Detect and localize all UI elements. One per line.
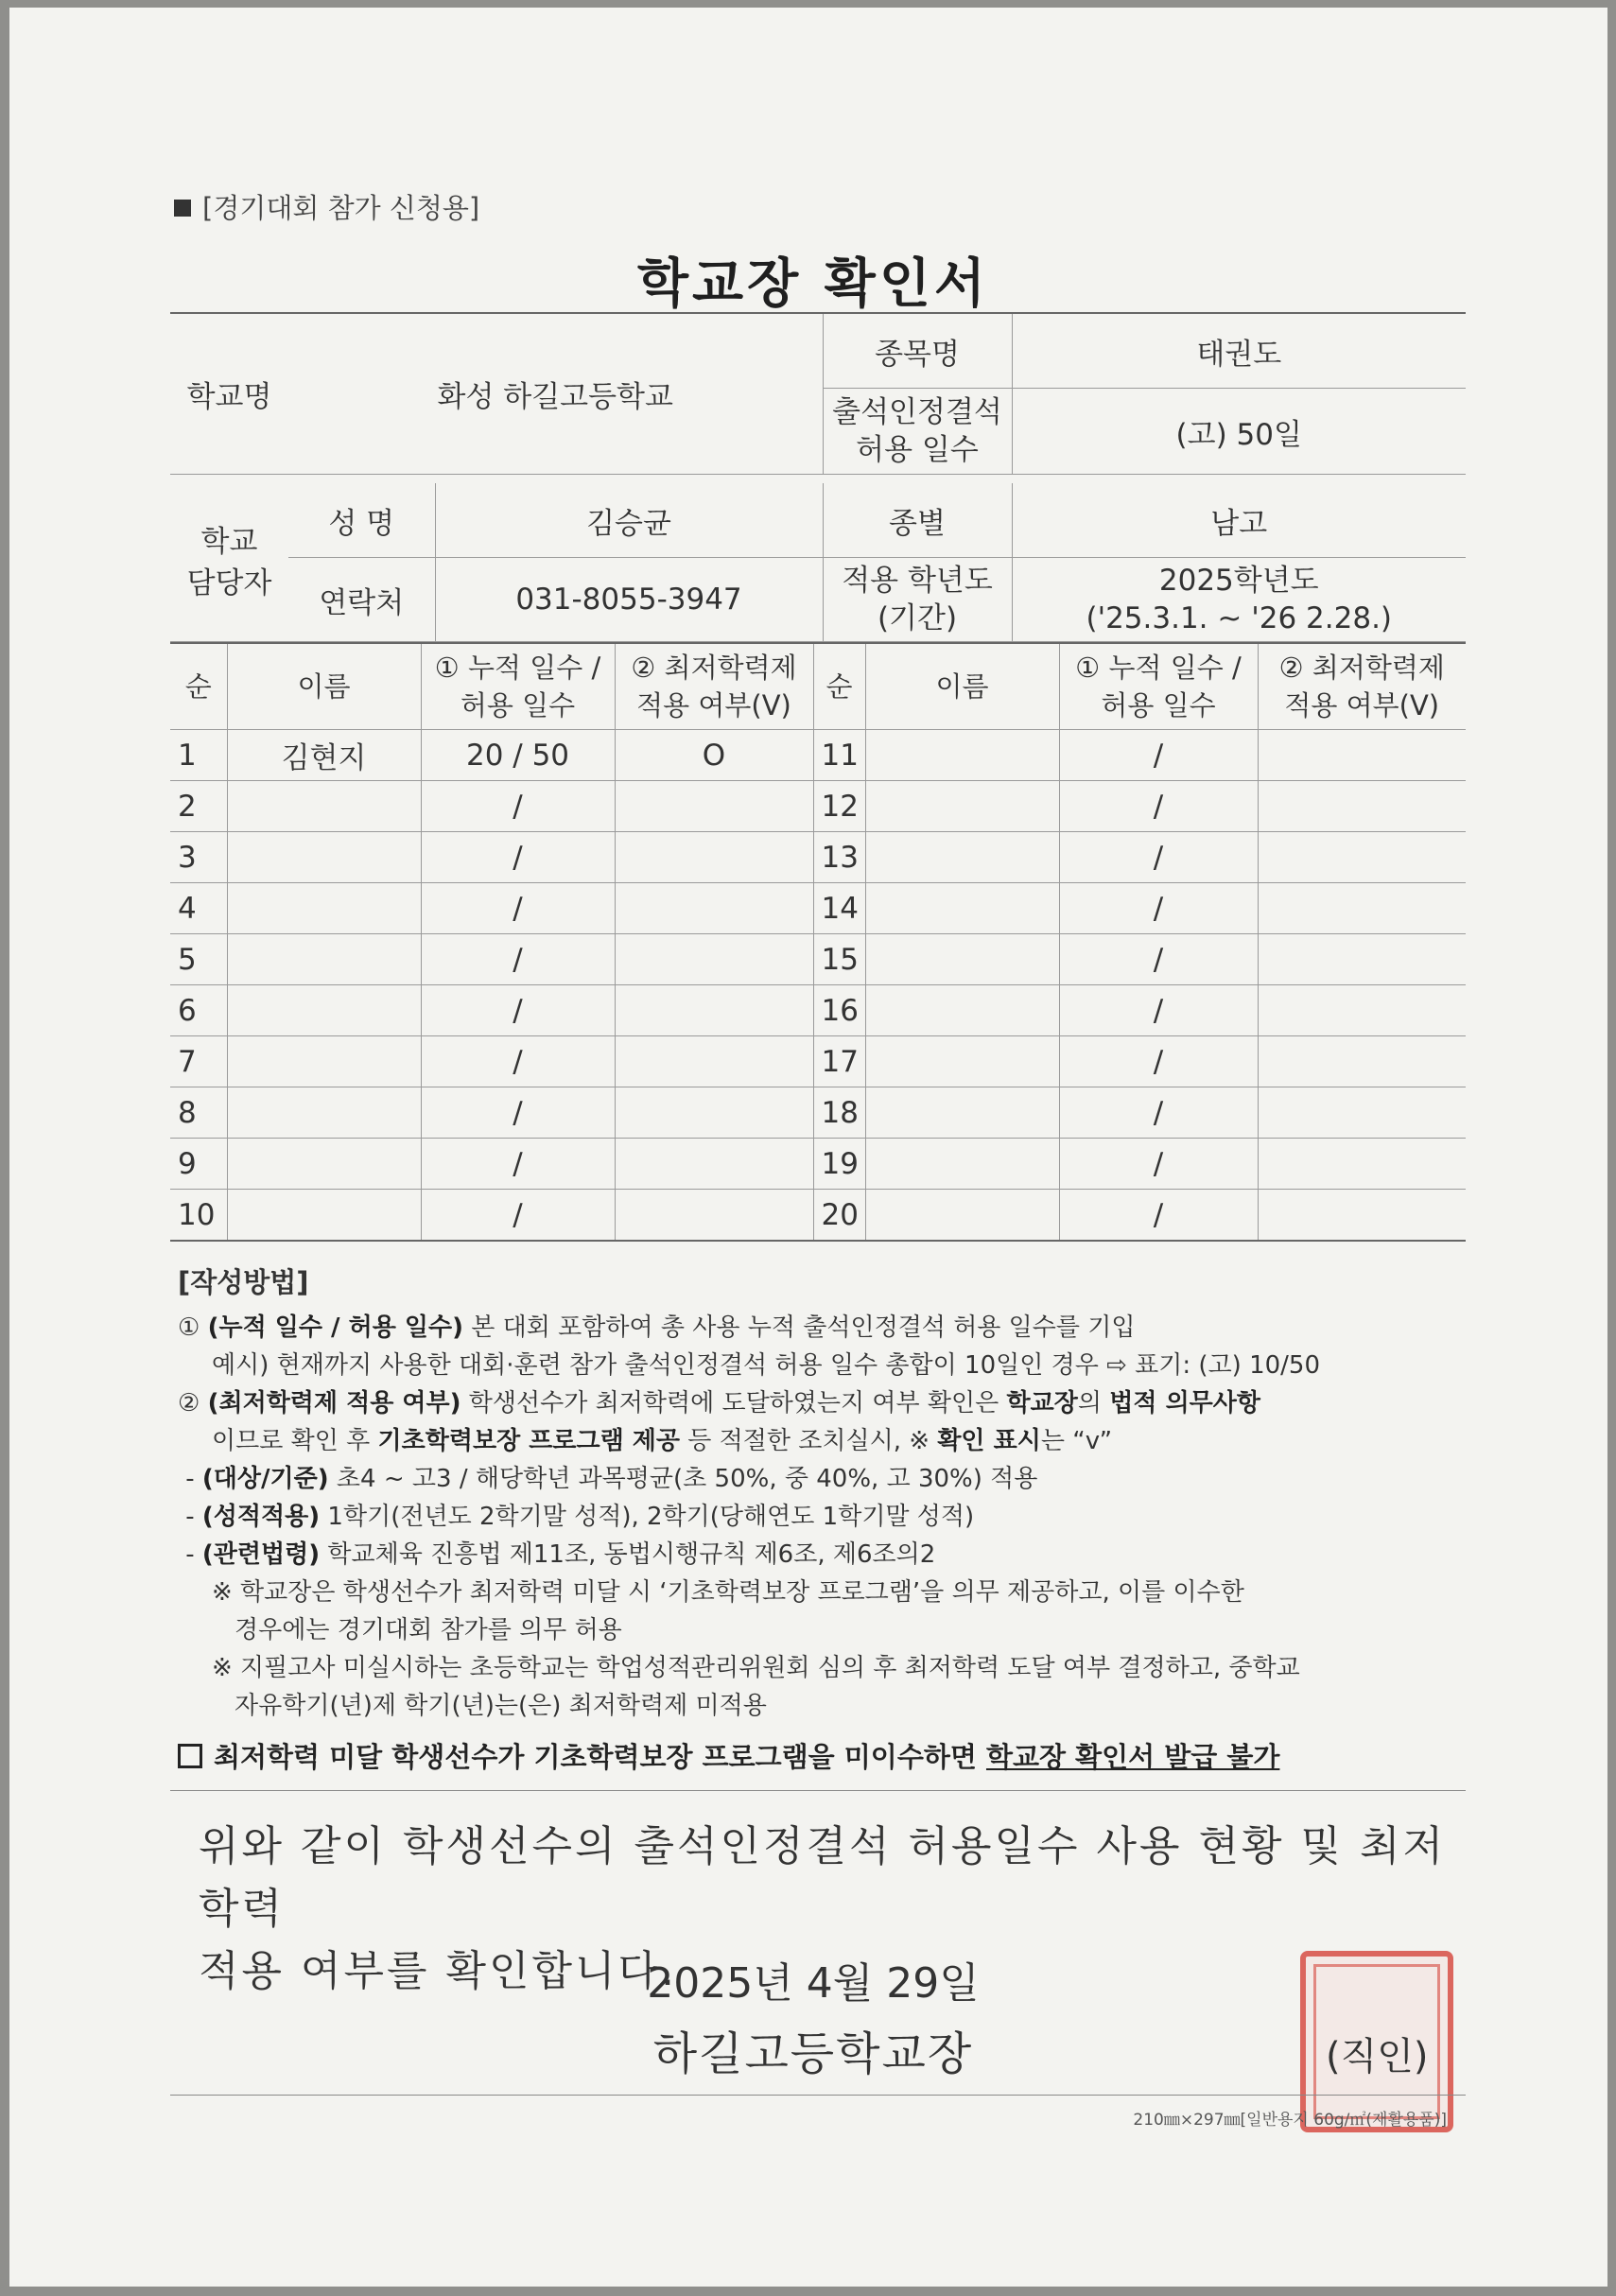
absence-days: / xyxy=(1059,1087,1258,1139)
note-2-text-c: 의 xyxy=(1077,1389,1110,1418)
manager-name-value: 김승균 xyxy=(435,483,823,558)
manager-label-1: 학교 xyxy=(200,524,258,559)
absence-days: / xyxy=(421,781,615,832)
remark-1-line-1: ※ 학교장은 학생선수가 최저학력 미달 시 ‘기초학력보장 프로그램’을 의무 제공하고, 이를 이수한 xyxy=(212,1578,1244,1607)
student-name xyxy=(865,1087,1059,1139)
note-2-text-a: 학생선수가 최저학력에 도달하였는지 여부 확인은 xyxy=(460,1389,1007,1418)
row-number: 14 xyxy=(813,883,865,934)
remark-2-line-2: 자유학기(년)제 학기(년)는(은) 최저학력제 미적용 xyxy=(235,1692,767,1720)
student-name xyxy=(227,883,421,934)
table-row xyxy=(170,832,1466,883)
checkbox-arrow-icon xyxy=(178,1744,202,1768)
col-header-name: 이름 xyxy=(227,643,421,730)
allowance-label-1: 출석인정결석 xyxy=(832,395,1002,429)
absence-days: / xyxy=(1059,730,1258,781)
note-2 xyxy=(178,1384,1464,1422)
paper-spec-footer: 210㎜×297㎜[일반용지 60g/㎡(재활용품)] xyxy=(1133,2111,1447,2130)
detail-2-bold: (성적적용) xyxy=(201,1503,321,1531)
document-paper xyxy=(9,8,1607,2287)
row-number: 5 xyxy=(170,934,227,985)
form-category xyxy=(174,187,479,226)
col-header-days-right-2: 허용 일수 xyxy=(1101,689,1216,722)
student-name xyxy=(865,985,1059,1036)
detail-2-text: 1학기(전년도 2학기말 성적), 2학기(당해연도 1학기말 성적) xyxy=(320,1503,975,1531)
roster-body xyxy=(170,730,1466,1242)
col-header-no-right: 순 xyxy=(813,643,865,730)
note-2-line-2-b: 등 적절한 조치실시, ※ xyxy=(680,1427,938,1455)
absence-days: / xyxy=(421,1139,615,1190)
min-achievement xyxy=(615,1036,813,1087)
student-name xyxy=(227,1036,421,1087)
row-number: 13 xyxy=(813,832,865,883)
student-name xyxy=(865,934,1059,985)
row-number: 3 xyxy=(170,832,227,883)
min-achievement xyxy=(615,934,813,985)
bottom-divider xyxy=(170,2095,1466,2096)
absence-days: / xyxy=(1059,883,1258,934)
note-2-line-2-a: 이므로 확인 후 xyxy=(212,1427,378,1455)
col-header-days-right-1: ① 누적 일수 / xyxy=(1075,652,1242,684)
row-number: 10 xyxy=(170,1190,227,1242)
min-achievement xyxy=(1258,1190,1466,1242)
student-name xyxy=(227,1139,421,1190)
table-row xyxy=(170,1139,1466,1190)
remark-1-line-2: 경우에는 경기대회 참가를 의무 허용 xyxy=(235,1616,622,1644)
remark-2-line-1: ※ 지필고사 미실시하는 초등학교는 학업성적관리위원회 심의 후 최저학력 도달 여부 결정하고, 중학교 xyxy=(212,1654,1300,1682)
year-label xyxy=(823,558,1012,642)
min-achievement xyxy=(615,985,813,1036)
contact-value: 031-8055-3947 xyxy=(435,558,823,642)
absence-days: / xyxy=(421,934,615,985)
col-header-days xyxy=(421,643,615,730)
row-number: 2 xyxy=(170,781,227,832)
row-number: 20 xyxy=(813,1190,865,1242)
row-number: 18 xyxy=(813,1087,865,1139)
row-number: 9 xyxy=(170,1139,227,1190)
year-value-2: ('25.3.1. ~ '26 2.28.) xyxy=(1086,601,1393,635)
manager-info-table xyxy=(170,483,1466,642)
student-name xyxy=(865,1190,1059,1242)
absence-days: / xyxy=(421,1087,615,1139)
note-1-text: 본 대회 포함하여 총 사용 누적 출석인정결석 허용 일수를 기입 xyxy=(462,1313,1136,1342)
allowance-label xyxy=(823,389,1012,475)
table-row xyxy=(170,934,1466,985)
absence-days: / xyxy=(1059,934,1258,985)
year-value-1: 2025학년도 xyxy=(1158,564,1319,598)
school-info-table xyxy=(170,312,1466,475)
absence-days: 20 / 50 xyxy=(421,730,615,781)
table-row xyxy=(170,1190,1466,1242)
student-roster-table xyxy=(170,642,1466,1242)
form-category-text: [경기대회 참가 신청용] xyxy=(202,192,480,224)
absence-days: / xyxy=(1059,832,1258,883)
row-number: 8 xyxy=(170,1087,227,1139)
row-number: 12 xyxy=(813,781,865,832)
detail-2: - (성적적용) 1학기(전년도 2학기말 성적), 2학기(당해연도 1학기말 성적) xyxy=(178,1503,975,1531)
divider xyxy=(170,1790,1466,1791)
absence-days: / xyxy=(1059,985,1258,1036)
absence-days: / xyxy=(1059,1139,1258,1190)
absence-days: / xyxy=(421,985,615,1036)
min-achievement xyxy=(615,1190,813,1242)
warning-underlined: 학교장 확인서 발급 불가 xyxy=(985,1741,1280,1773)
event-label: 종목명 xyxy=(823,313,1012,389)
note-2-bold-b: 학교장 xyxy=(1006,1389,1078,1418)
student-name xyxy=(227,985,421,1036)
row-number: 6 xyxy=(170,985,227,1036)
row-number: 17 xyxy=(813,1036,865,1087)
student-name xyxy=(865,730,1059,781)
note-2-line-2-bold2: 확인 표시 xyxy=(937,1427,1041,1455)
min-achievement xyxy=(1258,1087,1466,1139)
student-name xyxy=(227,832,421,883)
warning-text: 최저학력 미달 학생선수가 기초학력보장 프로그램을 미이수하면 xyxy=(214,1741,986,1773)
table-row xyxy=(170,985,1466,1036)
row-number: 15 xyxy=(813,934,865,985)
principal-title: 하길고등학교장 xyxy=(652,2027,974,2080)
instructions-heading: [작성방법] xyxy=(178,1266,309,1298)
student-name xyxy=(865,781,1059,832)
gender-value: 남고 xyxy=(1012,483,1466,558)
min-achievement xyxy=(615,1087,813,1139)
student-name xyxy=(227,934,421,985)
table-row xyxy=(170,1087,1466,1139)
note-2-line-2 xyxy=(178,1422,1464,1460)
year-label-2: (기간) xyxy=(877,601,958,635)
issue-date: 2025년 4월 29일 xyxy=(647,1959,980,2008)
absence-days: / xyxy=(421,832,615,883)
detail-1-text: 초4 ~ 고3 / 해당학년 과목평균(초 50%, 중 40%, 고 30%) 적용 xyxy=(328,1465,1038,1493)
col-header-days-right xyxy=(1059,643,1258,730)
min-achievement xyxy=(615,1139,813,1190)
school-name-label: 학교명 xyxy=(170,313,288,475)
table-row xyxy=(170,781,1466,832)
absence-days: / xyxy=(421,883,615,934)
absence-days: / xyxy=(1059,781,1258,832)
min-achievement xyxy=(1258,781,1466,832)
detail-3-text: 학교체육 진흥법 제11조, 동법시행규칙 제6조, 제6조의2 xyxy=(320,1540,936,1569)
note-1-bold: (누적 일수 / 허용 일수) xyxy=(207,1313,463,1342)
min-achievement xyxy=(615,832,813,883)
student-name xyxy=(865,883,1059,934)
absence-days: / xyxy=(1059,1190,1258,1242)
min-achievement xyxy=(1258,934,1466,985)
detail-1-bold: (대상/기준) xyxy=(201,1465,329,1493)
min-achievement xyxy=(1258,985,1466,1036)
warning-line xyxy=(178,1738,1464,1776)
col-header-min-right xyxy=(1258,643,1466,730)
col-header-days-1: ① 누적 일수 / xyxy=(434,652,601,684)
student-name xyxy=(227,1190,421,1242)
document-title: 학교장 확인서 xyxy=(636,253,990,315)
student-name: 김현지 xyxy=(227,730,421,781)
note-2-bold-d: 법적 의무사항 xyxy=(1109,1389,1261,1418)
col-header-days-2: 허용 일수 xyxy=(460,689,576,722)
event-value: 태권도 xyxy=(1012,313,1466,389)
row-number: 1 xyxy=(170,730,227,781)
min-achievement xyxy=(615,883,813,934)
school-name-value: 화성 하길고등학교 xyxy=(288,313,823,475)
row-number: 4 xyxy=(170,883,227,934)
seal-label: (직인) xyxy=(1326,2035,1429,2079)
absence-days: / xyxy=(421,1036,615,1087)
col-header-min-1: ② 최저학력제 xyxy=(631,652,797,684)
min-achievement xyxy=(1258,730,1466,781)
confirmation-line-2: 적용 여부를 확인합니다. xyxy=(199,1947,677,1995)
table-row xyxy=(170,730,1466,781)
note-2-bold: (최저학력제 적용 여부) xyxy=(207,1389,461,1418)
student-name xyxy=(865,832,1059,883)
student-name xyxy=(865,1139,1059,1190)
min-achievement xyxy=(1258,832,1466,883)
student-name xyxy=(227,1087,421,1139)
row-number: 7 xyxy=(170,1036,227,1087)
min-achievement xyxy=(1258,1139,1466,1190)
absence-days: / xyxy=(421,1190,615,1242)
detail-3-bold: (관련법령) xyxy=(201,1540,321,1569)
manager-name-label: 성 명 xyxy=(288,483,435,558)
note-2-mark: ② xyxy=(178,1389,200,1418)
note-1-example: 예시) 현재까지 사용한 대회·훈련 참가 출석인정결석 허용 일수 총합이 10일인 경우 ⇨ 표기: (고) 10/50 xyxy=(212,1351,1321,1380)
absence-days: / xyxy=(1059,1036,1258,1087)
year-value xyxy=(1012,558,1466,642)
col-header-name-right: 이름 xyxy=(865,643,1059,730)
table-row xyxy=(170,1036,1466,1087)
note-1 xyxy=(178,1309,1464,1347)
col-header-no: 순 xyxy=(170,643,227,730)
min-achievement xyxy=(1258,1036,1466,1087)
allowance-value: (고) 50일 xyxy=(1012,389,1466,475)
min-achievement: O xyxy=(615,730,813,781)
note-2-line-2-c: 는 “v” xyxy=(1040,1427,1113,1455)
table-row xyxy=(170,883,1466,934)
allowance-label-2: 허용 일수 xyxy=(856,433,979,467)
row-number: 11 xyxy=(813,730,865,781)
confirmation-line-1: 위와 같이 학생선수의 출석인정결석 허용일수 사용 현황 및 최저학력 xyxy=(199,1822,1446,1933)
col-header-min xyxy=(615,643,813,730)
student-name xyxy=(227,781,421,832)
note-2-line-2-bold: 기초학력보장 프로그램 제공 xyxy=(377,1427,680,1455)
row-number: 19 xyxy=(813,1139,865,1190)
detail-3: - (관련법령) 학교체육 진흥법 제11조, 동법시행규칙 제6조, 제6조의2 xyxy=(178,1540,936,1569)
col-header-min-2: 적용 여부(V) xyxy=(636,689,791,722)
manager-label xyxy=(170,483,288,642)
note-1-mark: ① xyxy=(178,1313,200,1342)
manager-label-2: 담당자 xyxy=(186,565,272,600)
square-bullet-icon xyxy=(174,200,191,217)
row-number: 16 xyxy=(813,985,865,1036)
detail-1: - (대상/기준) 초4 ~ 고3 / 해당학년 과목평균(초 50%, 중 40%, 고 30%) 적용 xyxy=(178,1465,1038,1493)
col-header-min-right-1: ② 최저학력제 xyxy=(1278,652,1445,684)
contact-label: 연락처 xyxy=(288,558,435,642)
min-achievement xyxy=(615,781,813,832)
gender-label: 종별 xyxy=(823,483,1012,558)
min-achievement xyxy=(1258,883,1466,934)
instructions xyxy=(178,1263,1464,1776)
col-header-min-right-2: 적용 여부(V) xyxy=(1284,689,1440,722)
student-name xyxy=(865,1036,1059,1087)
year-label-1: 적용 학년도 xyxy=(842,564,993,598)
